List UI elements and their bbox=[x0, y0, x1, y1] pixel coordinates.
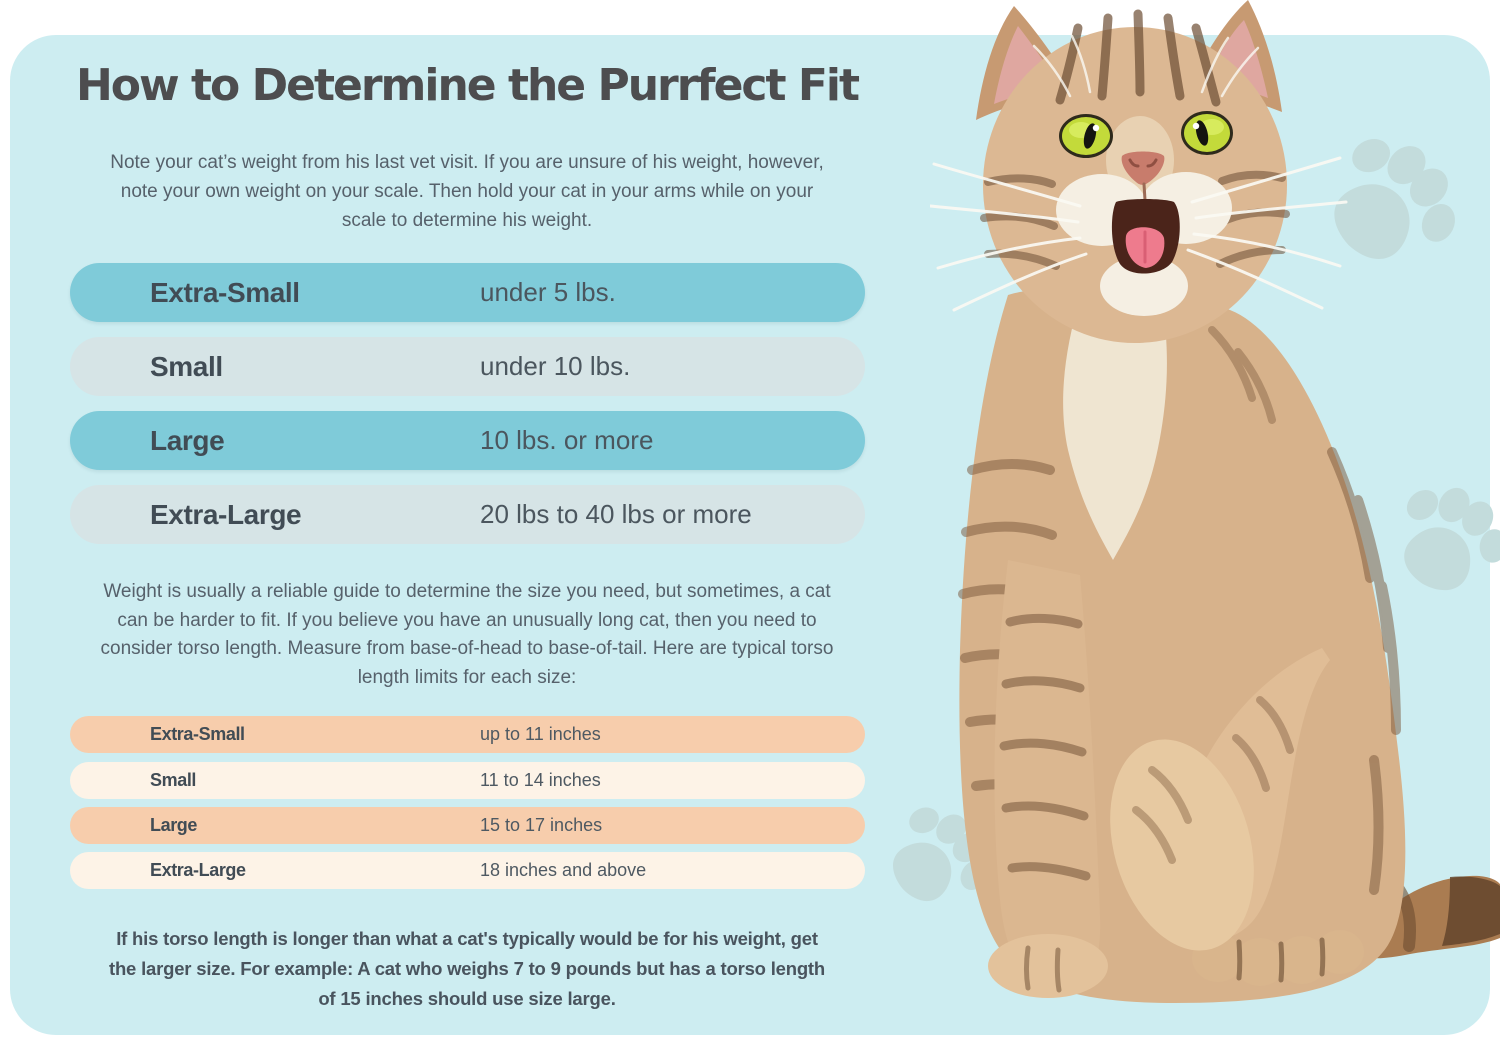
size-label: Extra-Large bbox=[150, 498, 302, 530]
size-label: Small bbox=[150, 350, 223, 382]
footer-note-line: of 15 inches should use size large. bbox=[318, 988, 616, 1009]
torso-note-line: can be harder to fit. If you believe you have an unusually long cat, then you need to bbox=[117, 609, 817, 631]
size-label: Extra-Large bbox=[150, 860, 246, 880]
size-value: under 10 lbs. bbox=[480, 351, 631, 381]
cat-paw bbox=[988, 934, 1108, 998]
intro-line: note your own weight on your scale. Then hold your cat in your arms while on your bbox=[120, 181, 814, 202]
intro-paragraph bbox=[67, 148, 867, 235]
size-label: Large bbox=[150, 815, 198, 835]
table-row bbox=[70, 716, 865, 753]
size-value: 15 to 17 inches bbox=[480, 815, 603, 835]
table-row bbox=[70, 485, 865, 544]
size-label: Large bbox=[150, 424, 225, 456]
size-value: under 5 lbs. bbox=[480, 277, 616, 307]
size-label: Small bbox=[150, 770, 197, 790]
torso-note-paragraph bbox=[67, 578, 867, 692]
table-row bbox=[70, 762, 865, 799]
footer-note-line: the larger size. For example: A cat who weighs 7 to 9 pounds but has a torso length bbox=[109, 958, 825, 979]
size-value: up to 11 inches bbox=[480, 724, 601, 744]
footer-note-line: If his torso length is longer than what a cat's typically would be for his weight, get bbox=[116, 928, 818, 949]
size-value: 11 to 14 inches bbox=[480, 770, 601, 790]
cat-photo bbox=[930, 0, 1500, 1043]
torso-note-line: Weight is usually a reliable guide to determine the size you need, but sometimes, a cat bbox=[103, 581, 831, 602]
table-row bbox=[70, 263, 865, 322]
intro-line: scale to determine his weight. bbox=[341, 210, 593, 231]
size-value: 10 lbs. or more bbox=[480, 425, 654, 455]
size-value: 18 inches and above bbox=[480, 860, 647, 880]
torso-note-line: length limits for each size: bbox=[357, 666, 577, 688]
cat-head bbox=[930, 0, 1346, 343]
size-value: 20 lbs to 40 lbs or more bbox=[480, 499, 752, 529]
torso-note-line: consider torso length. Measure from base-of-head to base-of-tail. Here are typical torso bbox=[100, 638, 834, 659]
table-row bbox=[70, 852, 865, 889]
cat-mouth bbox=[1112, 199, 1180, 274]
table-row bbox=[70, 807, 865, 844]
size-label: Extra-Small bbox=[150, 724, 245, 744]
size-label: Extra-Small bbox=[150, 276, 300, 308]
table-row bbox=[70, 411, 865, 470]
intro-line: Note your cat’s weight from his last vet visit. If you are unsure of his weight, however, bbox=[110, 152, 824, 173]
page-title: How to Determine the Purrfect Fit bbox=[75, 60, 859, 111]
table-row bbox=[70, 337, 865, 396]
footer-note-paragraph bbox=[67, 924, 867, 1014]
